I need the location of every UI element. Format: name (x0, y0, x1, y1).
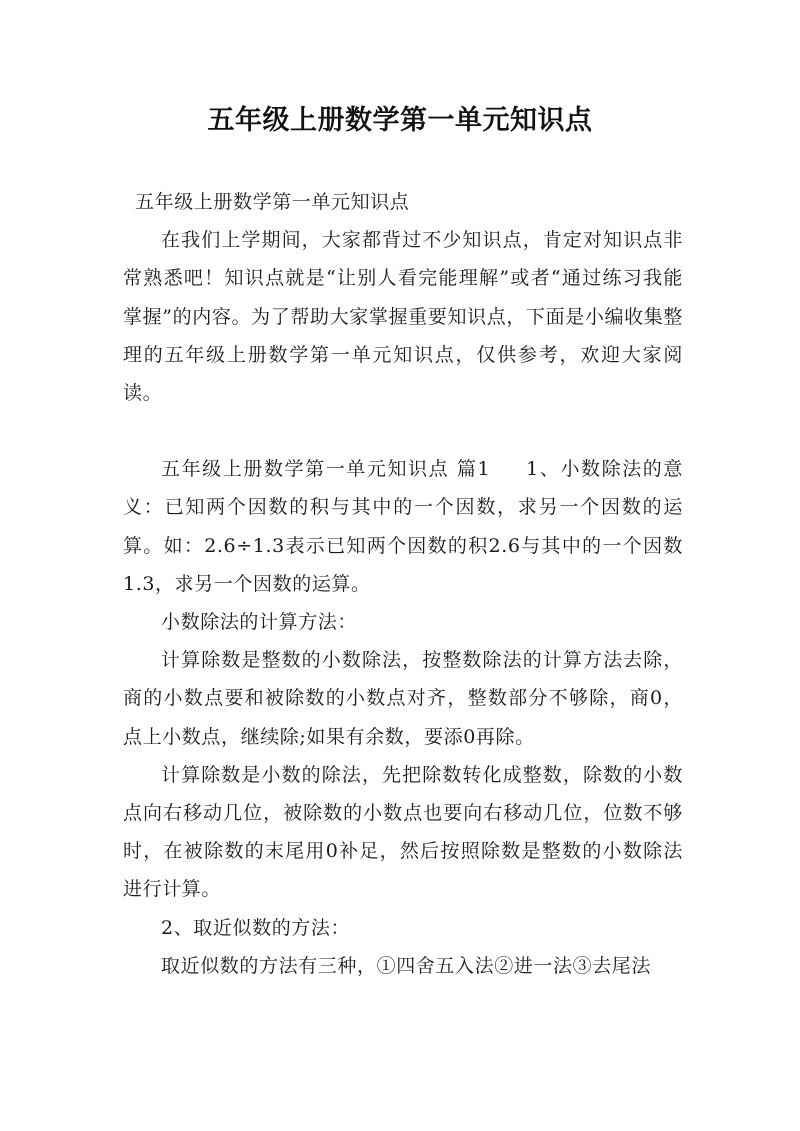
point-2-heading: 2、取近似数的方法： (161, 916, 351, 939)
calc-method-heading: 小数除法的计算方法： (161, 611, 358, 634)
paragraph-spacer (123, 412, 683, 450)
document-body (123, 183, 683, 985)
section-paragraph (123, 450, 683, 603)
document-title: 五年级上册数学第一单元知识点 (207, 105, 593, 136)
intro-paragraph: 在我们上学期间，大家都背过不少知识点，肯定对知识点非常熟悉吧！知识点就是“让别人看完能理解”或者“通过练习我能掌握”的内容。为了帮助大家掌握重要知识点，下面是小编收集整理的五年级上册数学第一单元知识点，仅供参考，欢迎大家阅读。 (123, 229, 683, 405)
calc-integer-divisor-paragraph: 计算除数是整数的小数除法，按整数除法的计算方法去除，商的小数点要和被除数的小数点对齐，整数部分不够除，商0，点上小数点，继续除;如果有余数，要添0再除。 (123, 649, 683, 748)
section-heading: 五年级上册数学第一单元知识点 篇1 (161, 458, 491, 481)
point-1-definition: 1、小数除法的意义：已知两个因数的积与其中的一个因数，求另一个因数的运算。如：2.6÷1.3表示已知两个因数的积2.6与其中的一个因数1.3，求另一个因数的运算。 (123, 458, 683, 595)
approx-methods-paragraph: 取近似数的方法有三种，①四舍五入法②进一法③去尾法 (161, 954, 652, 977)
document-subtitle: 五年级上册数学第一单元知识点 (135, 191, 410, 213)
calc-decimal-divisor-paragraph: 计算除数是小数的除法，先把除数转化成整数，除数的小数点向右移动几位，被除数的小数点也要向右移动几位，位数不够时，在被除数的末尾用0补足，然后按照除数是整数的小数除法进行计算。 (123, 763, 683, 901)
